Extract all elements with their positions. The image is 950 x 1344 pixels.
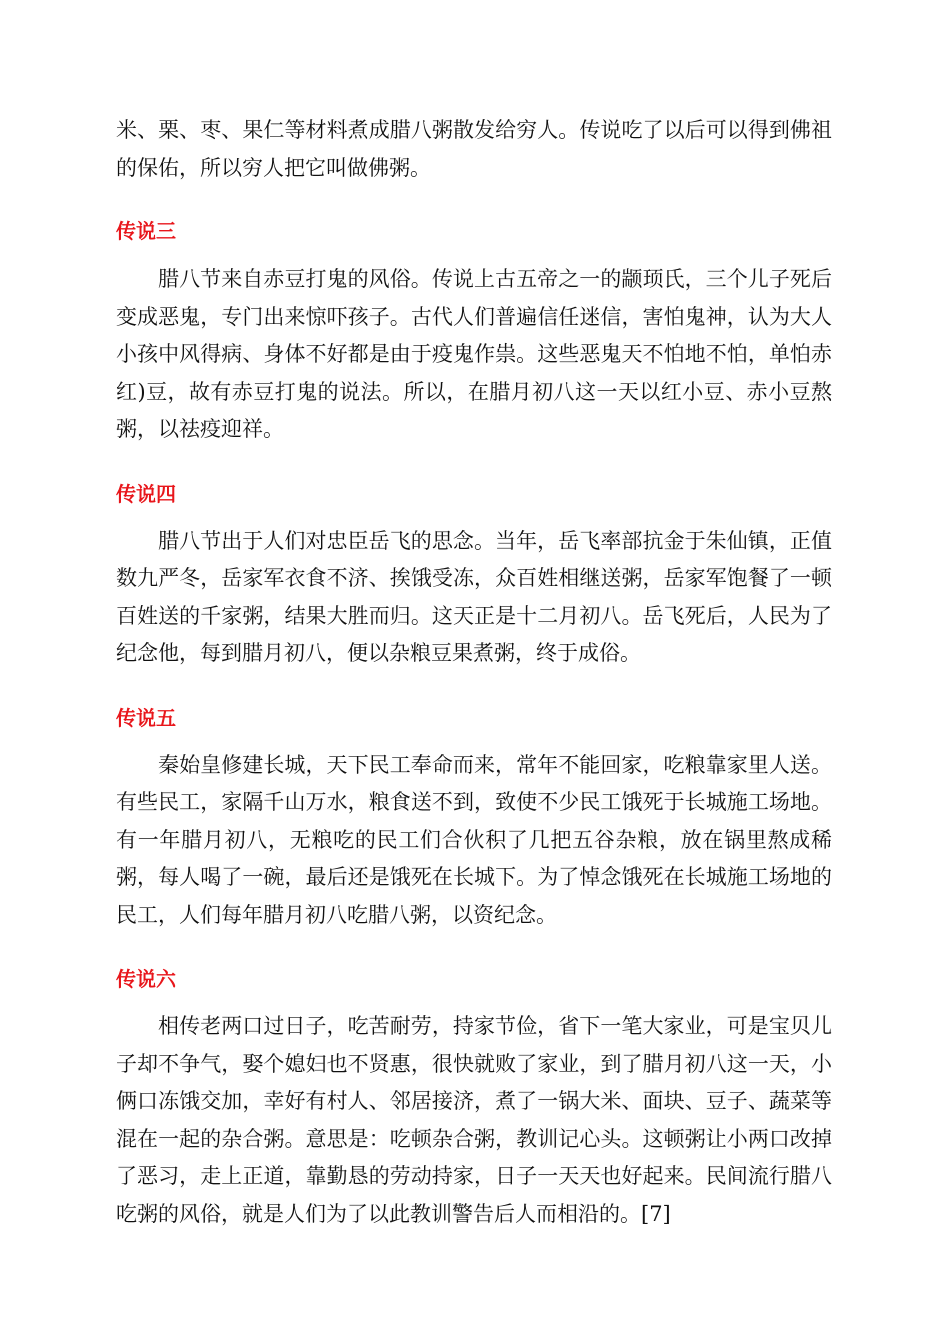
section-paragraph-6: 相传老两口过日子，吃苦耐劳，持家节俭，省下一笔大家业，可是宝贝儿子却不争气，娶个媳妇也不贤惠，很快就败了家业，到了腊月初八这一天，小俩口冻饿交加，幸好有村人、邻居接济，煮了一锅大米、面块、豆子、蔬菜等混在一起的杂合粥。意思是：吃顿杂合粥，教训记心头。这顿粥让小两口改掉了恶习，走上正道，靠勤恳的劳动持家，日子一天天也好起来。民间流行腊八吃粥的风俗，就是人们为了以此教训警告后人而相沿的。[7]: [116, 1014, 832, 1226]
intro-paragraph: 米、栗、枣、果仁等材料煮成腊八粥散发给穷人。传说吃了以后可以得到佛祖的保佑，所以穷人把它叫做佛粥。: [116, 118, 832, 180]
section-heading-3: 传说三: [116, 219, 176, 243]
section-heading-6: 传说六: [116, 967, 176, 991]
section-paragraph-5: 秦始皇修建长城，天下民工奉命而来，常年不能回家，吃粮靠家里人送。有些民工，家隔千山万水，粮食送不到，致使不少民工饿死于长城施工场地。有一年腊月初八，无粮吃的民工们合伙积了几把五谷杂粮，放在锅里熬成稀粥，每人喝了一碗，最后还是饿死在长城下。为了悼念饿死在长城施工场地的民工，人们每年腊月初八吃腊八粥，以资纪念。: [116, 752, 832, 927]
section-paragraph-4: 腊八节出于人们对忠臣岳飞的思念。当年，岳飞率部抗金于朱仙镇，正值数九严冬，岳家军衣食不济、挨饿受冻，众百姓相继送粥，岳家军饱餐了一顿百姓送的千家粥，结果大胜而归。这天正是十二月初八。岳飞死后，人民为了纪念他，每到腊月初八，便以杂粮豆果煮粥，终于成俗。: [116, 528, 832, 665]
section-heading-4: 传说四: [116, 481, 176, 506]
section-paragraph-3: 腊八节来自赤豆打鬼的风俗。传说上古五帝之一的颛顼氏，三个儿子死后变成恶鬼，专门出来惊吓孩子。古代人们普遍信任迷信，害怕鬼神，认为大人小孩中风得病、身体不好都是由于疫鬼作祟。这些恶鬼天不怕地不怕，单怕赤红)豆，故有赤豆打鬼的说法。所以，在腊月初八这一天以红小豆、赤小豆熬粥，以祛疫迎祥。: [116, 267, 832, 441]
document-body: [116, 112, 832, 1233]
section-heading-5: 传说五: [116, 705, 176, 730]
